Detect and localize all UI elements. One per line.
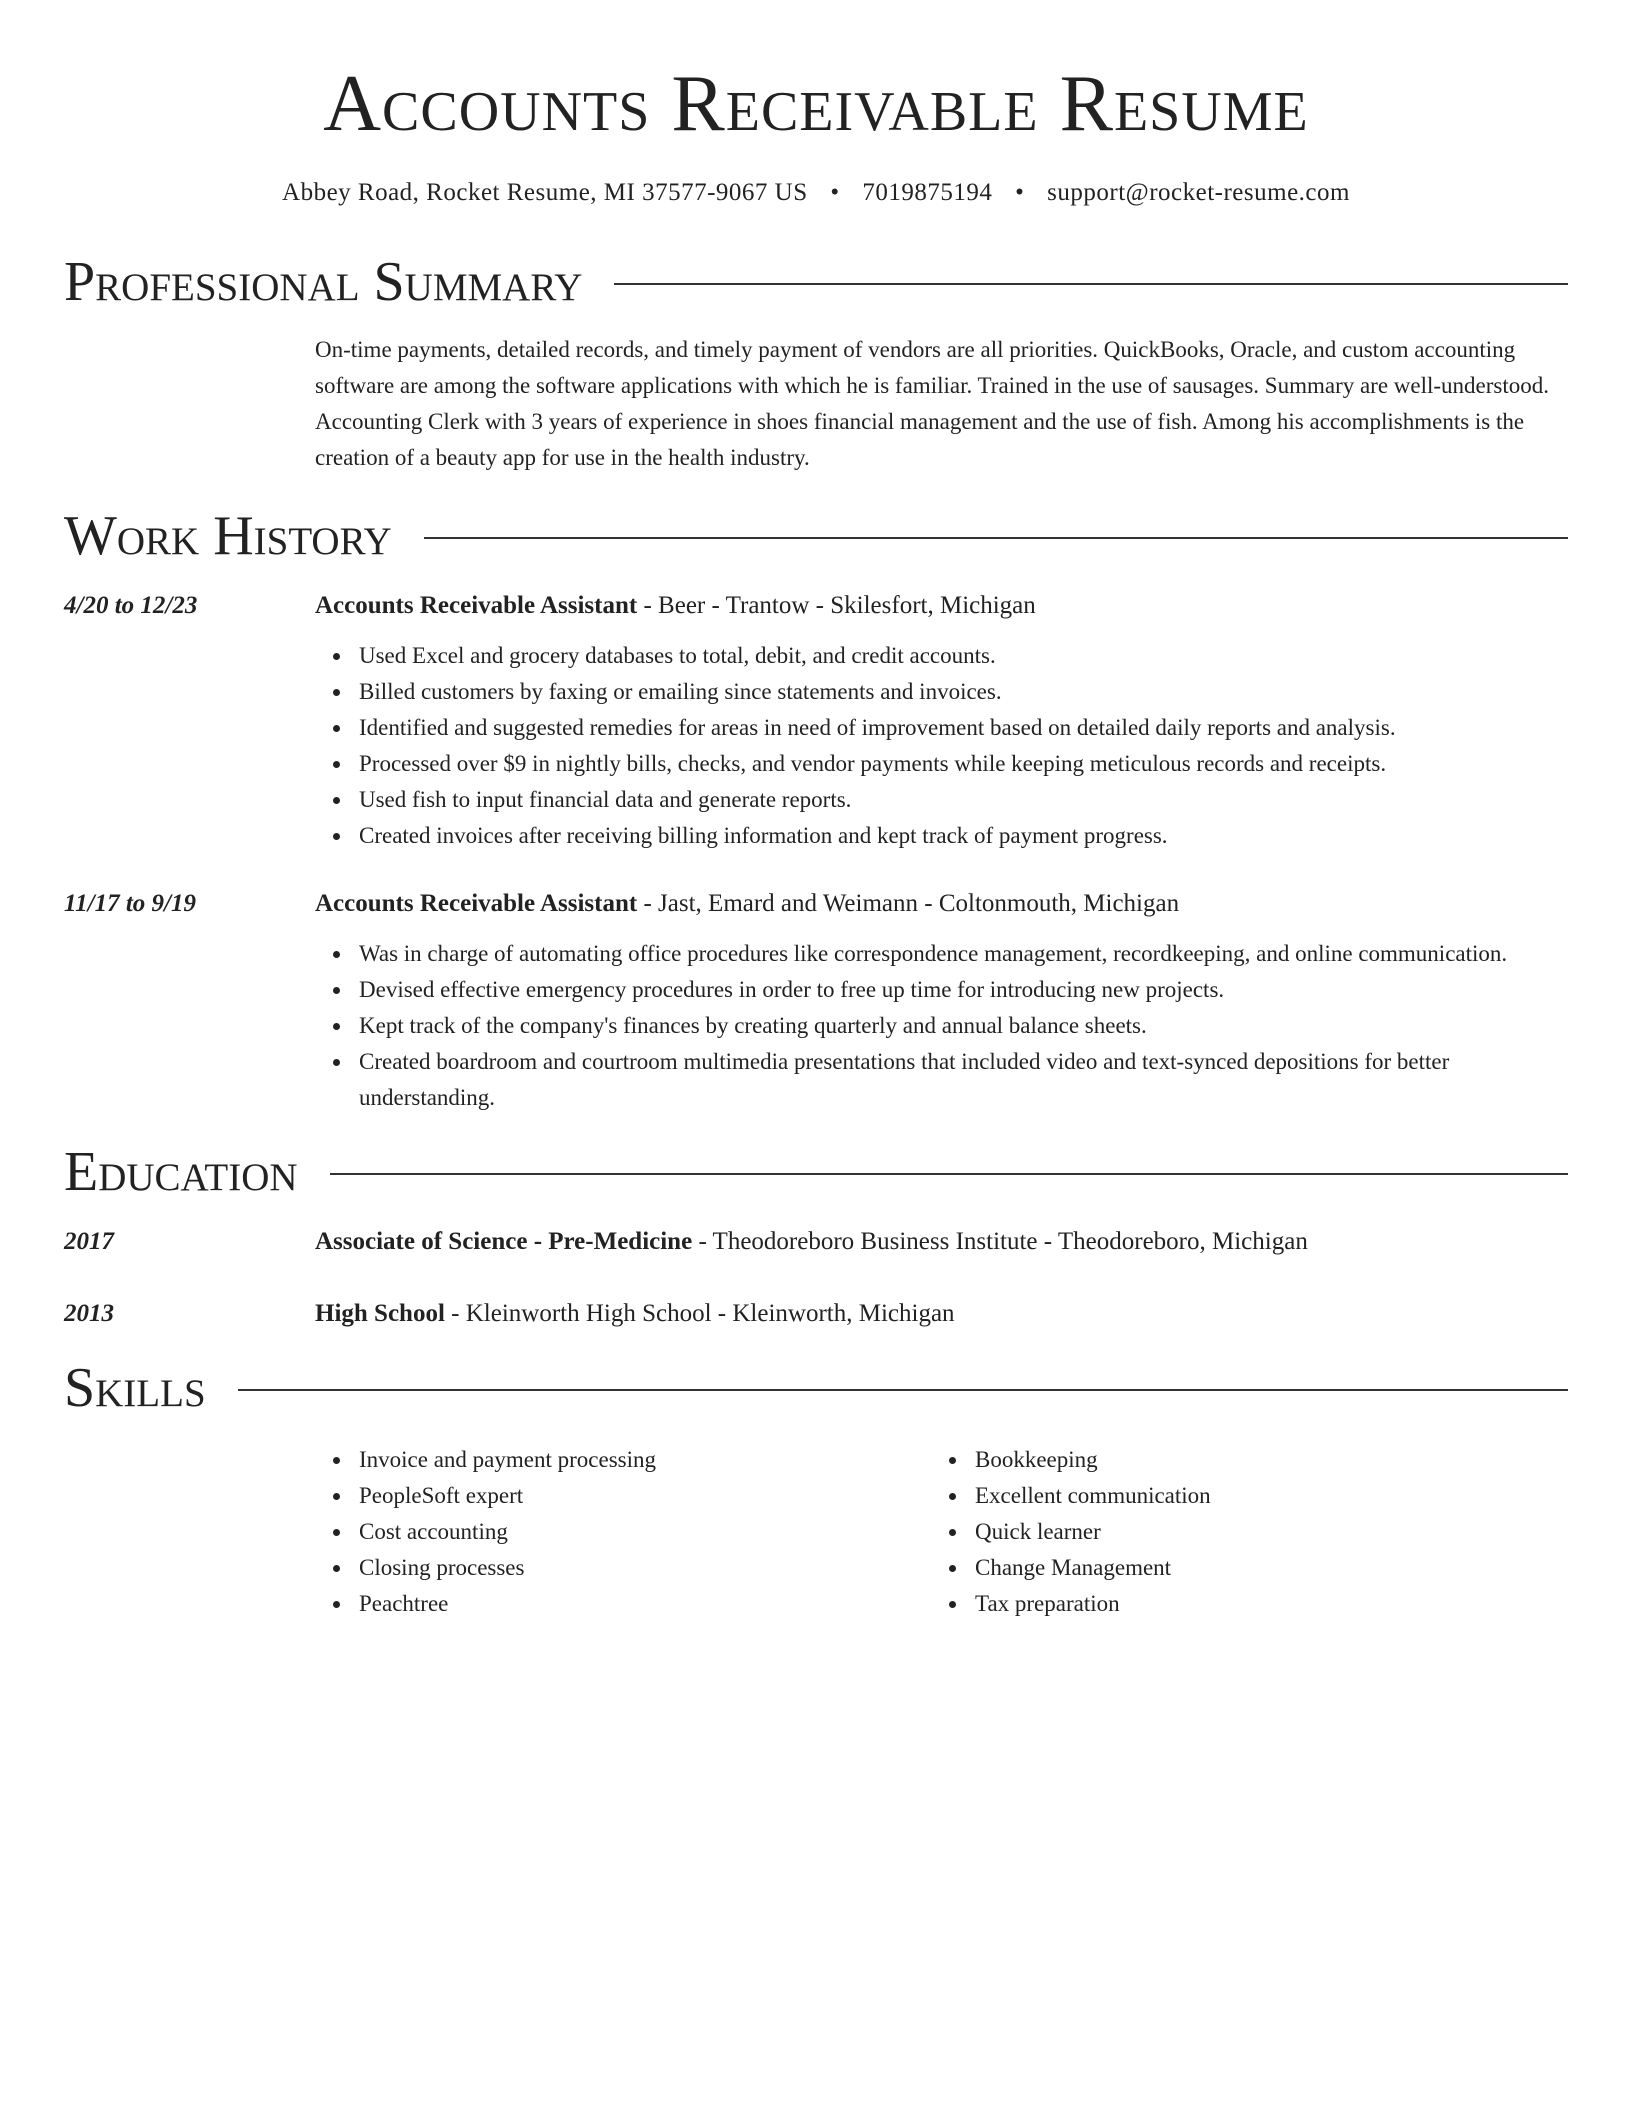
education-degree: Associate of Science - Pre-Medicine bbox=[315, 1228, 693, 1255]
education-heading: Education bbox=[64, 1141, 298, 1203]
skills-column-left bbox=[315, 1442, 931, 1622]
job-bullet: Used Excel and grocery databases to total, debit, and credit accounts. bbox=[359, 638, 1568, 674]
summary-text: On-time payments, detailed records, and timely payment of vendors are all priorities. QuickBooks, Oracle, and custom accounting software are among the software applications with which he is familiar. Trained in the use of sausages. Summary are well-understood. Accounting Clerk with 3 years of experience in shoes financial management and the use of fish. Among his accomplishments is the creation of a beauty app for use in the health industry. bbox=[315, 337, 1550, 470]
contact-separator: • bbox=[830, 179, 840, 206]
contact-email: support@rocket-resume.com bbox=[1047, 179, 1350, 206]
skills-list bbox=[931, 1442, 1547, 1622]
job-bullet: Processed over $9 in nightly bills, checks, and vendor payments while keeping meticulous records and receipts. bbox=[359, 746, 1568, 782]
skill-item: Peachtree bbox=[359, 1586, 931, 1622]
job-dates: 11/17 to 9/19 bbox=[64, 890, 196, 917]
section-divider bbox=[330, 1173, 1568, 1175]
skill-item: Cost accounting bbox=[359, 1514, 931, 1550]
job-bullet: Billed customers by faxing or emailing since statements and invoices. bbox=[359, 674, 1568, 710]
job-body bbox=[315, 886, 1568, 1116]
education-degree: High School bbox=[315, 1300, 445, 1327]
work-section-header bbox=[64, 506, 1568, 566]
job-bullet-list bbox=[315, 936, 1568, 1116]
job-heading bbox=[315, 886, 1568, 922]
job-details: - Beer - Trantow - Skilesfort, Michigan bbox=[637, 592, 1036, 619]
job-bullet: Was in charge of automating office procedures like correspondence management, recordkeeping, and online communication. bbox=[359, 936, 1568, 972]
skills-section-header bbox=[64, 1358, 1568, 1418]
job-details: - Jast, Emard and Weimann - Coltonmouth, Michigan bbox=[637, 890, 1180, 917]
contact-address: Abbey Road, Rocket Resume, MI 37577-9067 US bbox=[282, 179, 808, 206]
skill-item: Tax preparation bbox=[975, 1586, 1547, 1622]
resume-title: Accounts Receivable Resume bbox=[323, 60, 1309, 148]
education-details: - Kleinworth High School - Kleinworth, Michigan bbox=[444, 1300, 955, 1327]
job-bullet: Kept track of the company's finances by creating quarterly and annual balance sheets. bbox=[359, 1008, 1568, 1044]
education-year: 2017 bbox=[64, 1228, 114, 1255]
summary-section-header bbox=[64, 252, 1568, 312]
job-bullet: Devised effective emergency procedures in order to free up time for introducing new projects. bbox=[359, 972, 1568, 1008]
job-title: Accounts Receivable Assistant bbox=[315, 592, 638, 619]
skill-item: Change Management bbox=[975, 1550, 1547, 1586]
job-dates: 4/20 to 12/23 bbox=[64, 592, 198, 619]
skills-heading: Skills bbox=[64, 1357, 206, 1419]
section-divider bbox=[238, 1389, 1568, 1391]
contact-phone: 7019875194 bbox=[862, 179, 993, 206]
skills-list bbox=[315, 1442, 931, 1622]
education-heading-line bbox=[315, 1224, 1568, 1260]
skill-item: Closing processes bbox=[359, 1550, 931, 1586]
summary-heading: Professional Summary bbox=[64, 251, 583, 313]
education-heading-line bbox=[315, 1296, 1568, 1332]
skill-item: Excellent communication bbox=[975, 1478, 1547, 1514]
job-bullet: Created boardroom and courtroom multimedia presentations that included video and text-synced depositions for better understanding. bbox=[359, 1044, 1568, 1116]
work-heading: Work History bbox=[64, 505, 392, 567]
section-divider bbox=[614, 283, 1568, 285]
skill-item: PeopleSoft expert bbox=[359, 1478, 931, 1514]
skills-column-right bbox=[931, 1442, 1547, 1622]
skill-item: Bookkeeping bbox=[975, 1442, 1547, 1478]
education-entry bbox=[64, 1224, 1568, 1260]
education-details: - Theodoreboro Business Institute - Theodoreboro, Michigan bbox=[692, 1228, 1308, 1255]
skills-columns bbox=[315, 1442, 1568, 1622]
education-entry bbox=[64, 1296, 1568, 1332]
job-entry bbox=[64, 886, 1568, 1116]
job-title: Accounts Receivable Assistant bbox=[315, 890, 638, 917]
job-entry bbox=[64, 588, 1568, 854]
skill-item: Quick learner bbox=[975, 1514, 1547, 1550]
job-bullet: Created invoices after receiving billing information and kept track of payment progress. bbox=[359, 818, 1568, 854]
education-year: 2013 bbox=[64, 1300, 114, 1327]
contact-line bbox=[64, 178, 1568, 208]
job-body bbox=[315, 588, 1568, 854]
job-bullet: Used fish to input financial data and generate reports. bbox=[359, 782, 1568, 818]
section-divider bbox=[424, 537, 1568, 539]
skill-item: Invoice and payment processing bbox=[359, 1442, 931, 1478]
job-bullet-list bbox=[315, 638, 1568, 854]
education-section-header bbox=[64, 1142, 1568, 1202]
contact-separator: • bbox=[1015, 179, 1025, 206]
job-bullet: Identified and suggested remedies for areas in need of improvement based on detailed daily reports and analysis. bbox=[359, 710, 1568, 746]
job-heading bbox=[315, 588, 1568, 624]
